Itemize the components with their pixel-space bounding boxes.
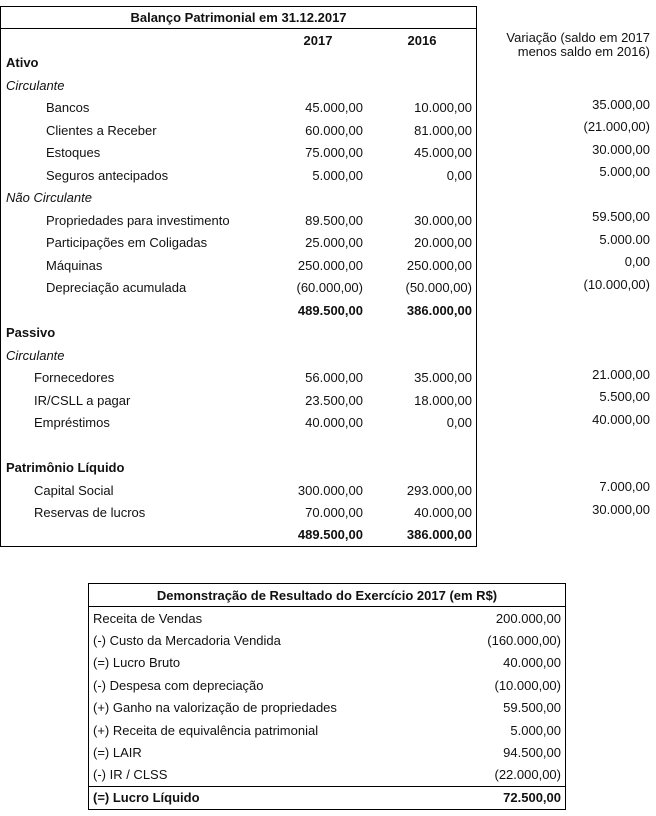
variation-cell: 21.000,00: [592, 366, 650, 382]
row-total-ativo: [0, 299, 656, 322]
label-cell: Propriedades para investimento: [46, 212, 230, 228]
label-cell: (-) Custo da Mercadoria Vendida: [93, 633, 281, 649]
value-2017-cell: 489.500,00: [297, 527, 363, 543]
row-clientes-a-receber: [0, 119, 656, 142]
value-cell: 72.500,00: [503, 790, 561, 806]
variation-cell: 35.000,00: [592, 96, 650, 112]
variation-cell: [477, 434, 656, 457]
value-2017-cell: 489.500,00: [297, 302, 363, 318]
value-2016-cell: 293.000,00: [406, 482, 472, 498]
value-2017-cell: 40.000,00: [305, 415, 363, 431]
value-2016-cell: 40.000,00: [414, 505, 472, 521]
value-2016-cell: 18.000,00: [414, 392, 472, 408]
variation-cell: 5.000,00: [599, 164, 650, 179]
variation-cell: [477, 74, 656, 97]
label-cell: Depreciação acumulada: [46, 280, 187, 296]
value-cell: (22.000,00): [494, 767, 561, 783]
row-estoques: [0, 142, 656, 165]
variation-cell: 30.000,00: [592, 141, 650, 157]
row-total-passivo-pl: [0, 524, 656, 547]
variation-cell: (10.000,00): [583, 276, 650, 292]
label-cell: Clientes a Receber: [46, 122, 157, 138]
label-cell: Circulante: [6, 347, 65, 363]
variation-cell: [477, 524, 656, 547]
value-2017-cell: 25.000,00: [305, 235, 363, 251]
balance-sheet-table: [0, 6, 656, 547]
label-cell: Máquinas: [46, 257, 103, 273]
value-cell: (160.000,00): [487, 633, 561, 649]
balance-sheet-title-cell: [0, 6, 477, 29]
variation-cell: 30.000,00: [592, 501, 650, 517]
value-2017-cell: 89.500,00: [305, 212, 363, 228]
row-ganho-valorizacao-propriedades: [89, 697, 565, 719]
income-statement-title: Demonstração de Resultado do Exercício 2017 (em R$): [156, 587, 498, 603]
label-cell: (=) Lucro Bruto: [93, 655, 181, 671]
value-2016-cell: 45.000,00: [414, 145, 472, 161]
variation-cell: [477, 187, 656, 210]
label-cell: (+) Receita de equivalência patrimonial: [93, 722, 319, 738]
value-2016-cell: 20.000,00: [414, 235, 472, 251]
value-2016-cell: 0,00: [446, 415, 472, 431]
value-2017-cell: 60.000,00: [305, 122, 363, 138]
row-maquinas: [0, 254, 656, 277]
row-depreciacao-acumulada: [0, 277, 656, 300]
income-statement-title-row: [88, 583, 566, 607]
value-2016-cell: (50.000,00): [405, 280, 472, 296]
variation-cell: 40.000,00: [592, 411, 650, 427]
value-2017-cell: 45.000,00: [305, 100, 363, 116]
label-cell: Ativo: [6, 55, 39, 71]
balance-sheet-title-row: [0, 6, 656, 29]
value-2017-cell: 56.000,00: [305, 370, 363, 386]
variation-note-line1: Variação (saldo em 2017: [506, 30, 650, 45]
label-cell: (-) Despesa com depreciação: [93, 677, 264, 693]
value-cell: 40.000,00: [503, 655, 561, 671]
variation-cell: [477, 299, 656, 322]
label-cell: Capital Social: [34, 482, 114, 498]
variation-cell: [477, 322, 656, 345]
value-2017-cell: 75.000,00: [305, 145, 363, 161]
label-cell: (=) LAIR: [93, 745, 142, 761]
row-capital-social: [0, 479, 656, 502]
label-cell: Empréstimos: [34, 415, 110, 431]
value-cell: 59.500,00: [503, 700, 561, 716]
label-cell: Passivo: [6, 325, 56, 341]
label-cell: Circulante: [6, 77, 65, 93]
variation-cell: 7.000,00: [599, 479, 650, 494]
label-cell: Bancos: [46, 100, 90, 116]
row-receita-de-vendas: [89, 607, 565, 629]
label-cell: IR/CSLL a pagar: [34, 392, 131, 408]
value-2016-cell: 10.000,00: [414, 100, 472, 116]
row-fornecedores: [0, 367, 656, 390]
value-2016-cell: 386.000,00: [406, 527, 472, 543]
variation-note-line2: menos saldo em 2016): [517, 44, 650, 59]
row-ir-clss: [89, 764, 565, 786]
variation-cell: [477, 457, 656, 480]
row-reservas-de-lucros: [0, 502, 656, 525]
label-cell: Fornecedores: [34, 370, 115, 386]
label-cell: (+) Ganho na valorização de propriedades: [93, 700, 337, 716]
value-2016-cell: 30.000,00: [414, 212, 472, 228]
column-header-2017: 2017: [303, 32, 333, 48]
label-cell: (=) Lucro Líquido: [93, 790, 200, 806]
row-subsection-nao-circulante: [0, 187, 656, 210]
value-2017-cell: 23.500,00: [305, 392, 363, 408]
row-section-patrimonio-liquido: [0, 457, 656, 480]
row-ir-csll-a-pagar: [0, 389, 656, 412]
label-cell: Reservas de lucros: [34, 505, 146, 521]
label-cell: Receita de Vendas: [93, 610, 203, 626]
row-blank: [0, 434, 656, 457]
value-2017-cell: 250.000,00: [297, 257, 363, 273]
row-participacoes-em-coligadas: [0, 232, 656, 255]
column-header-2016: 2016: [407, 32, 437, 48]
value-2016-cell: 0,00: [446, 167, 472, 183]
row-subsection-circulante-passivo: [0, 344, 656, 367]
row-subsection-circulante-ativo: [0, 74, 656, 97]
variation-cell: 59.500,00: [592, 209, 650, 224]
value-2017-cell: (60.000,00): [296, 280, 363, 296]
row-section-passivo: [0, 322, 656, 345]
label-cell: Patrimônio Líquido: [6, 460, 125, 476]
value-cell: 200.000,00: [495, 610, 561, 626]
row-receita-equivalencia-patrimonial: [89, 719, 565, 741]
value-2016-cell: 81.000,00: [414, 122, 472, 138]
value-2017-cell: 300.000,00: [297, 482, 363, 498]
value-2017-cell: 70.000,00: [305, 505, 363, 521]
row-propriedades-para-investimento: [0, 209, 656, 232]
variation-cell: 0,00: [624, 254, 650, 269]
balance-sheet-title: Balanço Patrimonial em 31.12.2017: [130, 10, 347, 25]
value-2017-cell: 5.000,00: [312, 167, 363, 183]
row-bancos: [0, 97, 656, 120]
row-seguros-antecipados: [0, 164, 656, 187]
income-statement-table: [88, 583, 566, 810]
variation-note: [430, 31, 650, 59]
value-2016-cell: 35.000,00: [414, 370, 472, 386]
label-cell: Seguros antecipados: [46, 167, 169, 183]
row-emprestimos: [0, 412, 656, 435]
variation-cell: [477, 344, 656, 367]
row-custo-mercadoria-vendida: [89, 629, 565, 651]
variation-cell: (21.000,00): [583, 119, 650, 134]
variation-cell: 5.500,00: [599, 389, 650, 404]
label-cell: Não Circulante: [6, 190, 92, 206]
value-2016-cell: 386.000,00: [406, 302, 472, 318]
label-cell: Estoques: [46, 145, 101, 161]
row-lucro-liquido: [89, 786, 565, 808]
value-cell: 94.500,00: [503, 745, 561, 761]
value-cell: 5.000,00: [510, 722, 561, 738]
value-2016-cell: 250.000,00: [406, 257, 472, 273]
label-cell: Participações em Coligadas: [46, 235, 208, 251]
row-lucro-bruto: [89, 652, 565, 674]
label-cell: (-) IR / CLSS: [93, 767, 168, 783]
row-lair: [89, 741, 565, 763]
income-statement-body: [88, 607, 566, 810]
value-cell: (10.000,00): [494, 677, 561, 693]
row-despesa-depreciacao: [89, 674, 565, 696]
variation-cell: 5.000.00: [599, 231, 650, 247]
